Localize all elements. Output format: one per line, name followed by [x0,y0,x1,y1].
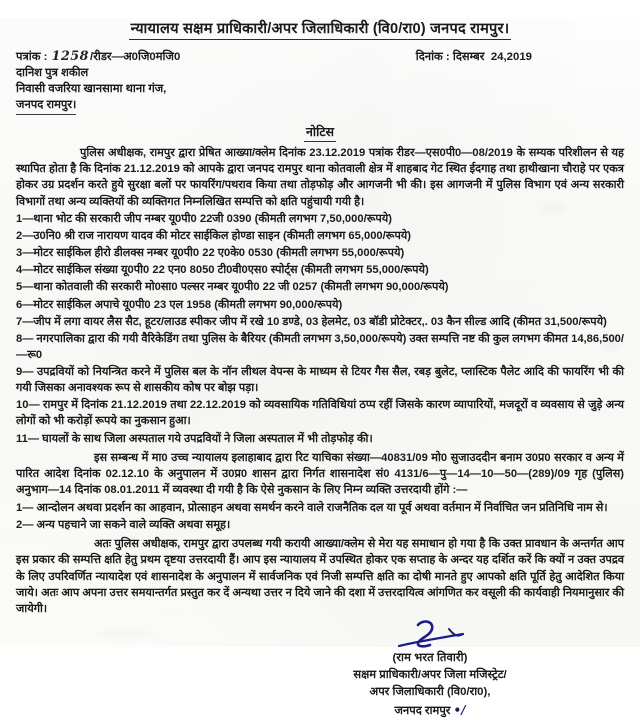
addressee-block [16,65,624,115]
letter-date-block [416,49,624,64]
signatory-district: जनपद रामपुर [394,705,451,718]
list-item: 4—मोटर साईकिल संख्या यू0पी0 22 एन0 8050 टी0वी0एस0 स्पोर्ट्स (कीमती लगभग 55,000/रूपये) [16,264,429,277]
damage-items-list [16,211,624,447]
letter-number-label: पत्रांक : [16,51,48,63]
signature-block [16,622,624,720]
list-item: 3—मोटर साईकिल हीरो डीलक्स नम्बर यू0पी0 22 ए0के0 0530 (कीमती लगभग 55,000/रूपये) [16,247,405,260]
list-item: 9— उपद्रवियों को नियन्त्रित करने में पुलिस बल के नॉन लीथल वेपन्स के माध्यम से टियर गैस सैल, रबड़ बुलेट, प्लास्टिक पैलेट आदि की फायरिंग भी की गयी जिसका अनावश्यक रूप से शासकीय कोष पर बोझ पड़ा। [16,366,624,395]
letter-number-value: 1258 [51,48,90,63]
page-title-text: न्यायालय सक्षम प्राधिकारी/अपर जिलाधिकारी (वि0/रा0) जनपद रामपुर। [129,18,512,40]
letter-number-suffix: /रीडर—अ0जि0मजि0 [90,51,181,63]
letter-meta-row [16,48,624,64]
date-value: 24,2019 [490,51,532,63]
list-item: 10— रामपुर में दिनांक 21.12.2019 तथा 22.12.2019 को व्यवसायिक गतिविधियां ठप्प रहीं जिसके कारण व्यापारियों, मजदूरों व व्यवसाय से जुड़े अन्य लोगों को भी करोड़ों रूपये का नुकसान हुआ। [16,399,624,428]
list-item: 2—उ0नि0 श्री राज नारायण यादव की मोटर साईकिल होण्डा साइन (कीमती लगभग 65,000/रूपये) [16,230,412,243]
signature-tail-mark: •/ [453,703,466,718]
addressee-line-3: जनपद रामपुर। [16,97,76,114]
list-item: 1—थाना भोट की सरकारी जीप नम्बर यू0पी0 22जी 0390 (कीमती लगभग 7,50,000/रूपये) [16,212,392,225]
addressee-line-2: निवासी वजरिया खानसामा थाना गंज, [16,83,167,96]
signatory-designation-1: सक्षम प्राधिकारी/अपर जिला मजिस्ट्रेट/ [353,668,507,681]
opening-paragraph: पुलिस अधीक्षक, रामपुर द्वारा प्रेषित आख्या/क्लेम दिनांक 23.12.2019 पत्रांक रीडर—एस0पी0—08/2019 के सम्यक परिशीलन से यह स्थापित होता है कि दिनांक 21.12.2019 को आपके द्वारा जनपद रामपुर थाना कोतवाली क्षेत्र में शाहबाद गेट स्थित ईदगाह तथा हाथीखाना चौराहे पर एकत्र होकर उग्र प्रदर्शन करते हुये सुरक्षा बलों पर फायरिंग/पथराव किया तथा तोड़फोड़ और आगजनी भी की। इस आगजनी में पुलिस विभाग एवं अन्य सरकारी विभागों तथा अन्य व्यक्तियों की व्यक्तिगत निम्नलिखित सम्पत्ति को क्षति पहुंचायी गयी है। [16,146,624,208]
list-item: 7—जीप में लगा वायर लैस सैट, हूटर/लाउड स्पीकर जीप में रखे 10 डण्डे, 03 हेलमेट, 03 बॉडी प्रोटेक्टर,. 03 कैन सील्ड आदि (कीमत 31,500/रूपये) [16,315,607,328]
closing-paragraph: अतः पुलिस अधीक्षक, रामपुर द्वारा उपलब्ध गयी करायी आख्या/क्लेम से मेरा यह समाधान हो गया है कि उक्त प्रावधान के अन्तर्गत आप इस प्रकार की सम्पत्ति क्षति हेतु प्रथम दृष्टया उत्तरदायी हैं। आप इस न्यायालय में उपस्थित होकर एक सप्ताह के अन्दर यह दर्शित करें कि क्यों न उक्त उपद्रव के लिए उपरिवर्णित न्यायादेश एवं शासनादेश के अनुपालन में सार्वजनिक एवं निजी सम्पत्ति क्षति का दोषी मानते हुए आपको क्षति पूर्ति हेतु आदेशित किया जाये। अतः आप अपना उत्तर समयान्तर्गत प्रस्तुत कर दें अन्यथा उत्तर न दिये जाने की दशा में उत्तरदायित्व आंगणित कर वसूली की कार्यवाही नियमानुसार की जायेगी। [16,537,624,616]
page-title [16,18,624,41]
handwritten-signature-icon [236,622,624,652]
list-item: 1— आन्दोलन अथवा प्रदर्शन का आहवान, प्रोत्साहन अथवा समर्थन करने वाले राजनैतिक दल या पूर्व अथवा वर्तमान में निर्वाचित जन प्रतिनिधि नाम से। [16,501,608,514]
notice-heading-text: नोटिस [304,123,336,142]
date-label: दिनांक : दिसम्बर [415,51,485,63]
list-item: 2— अन्य पहचाने जा सकने वाले व्यक्ति अथवा समूह। [16,518,231,531]
list-item: 6—मोटर साईकिल अपाचे यू0पी0 23 एल 1958 (कीमती लगभग 90,000/रूपये) [16,298,343,311]
addressee-line-1: दानिश पुत्र शकील [16,67,89,79]
list-item: 11— घायलों के साथ जिला अस्पताल गये उपद्रवियों ने जिला अस्पताल में भी तोड़फोड़ की। [16,432,373,445]
letter-number-block [16,48,180,64]
order-reference-paragraph: इस सम्बन्ध में मा0 उच्च न्यायालय इलाहाबाद द्वारा रिट याचिका संख्या—40831/09 मो0 सुजाउददीन बनाम उ0प्र0 सरकार व अन्य में पारित आदेश दिनांक 02.12.10 के अनुपालन में उ0प्र0 शासन द्वारा निर्गत शासनादेश सं0 4131/6—पु—14—10—50—(289)/09 गृह (पुलिस) अनुभाग—14 दिनांक 08.01.2011 में व्यवस्था दी गयी है कि ऐसे नुकसान के लिए निम्न व्यक्ति उत्तरदायी होंगे :— [16,451,624,497]
signatory-designation-2: अपर जिलाधिकारी (वि0/रा0), [369,685,491,698]
notice-heading [16,123,624,142]
liable-persons-list [16,500,624,533]
document-page [0,18,640,718]
signatory-name: (राम भरत तिवारी) [392,651,468,664]
list-item: 8— नगरपालिका द्वारा की गयी वैरिकेडिंग तथा पुलिस के बैरियर (कीमती लगभग 3,50,000/रूपये) उक्त सम्पत्ति नष्ट की कुल लगभग कीमत 14,86,500/—रू0 [16,332,624,361]
list-item: 5—थाना कोतवाली की सरकारी मो0सा0 पल्सर नम्बर यू0पी0 22 जी 0257 (कीमती लगभग 90,000/रूपये) [16,281,449,294]
